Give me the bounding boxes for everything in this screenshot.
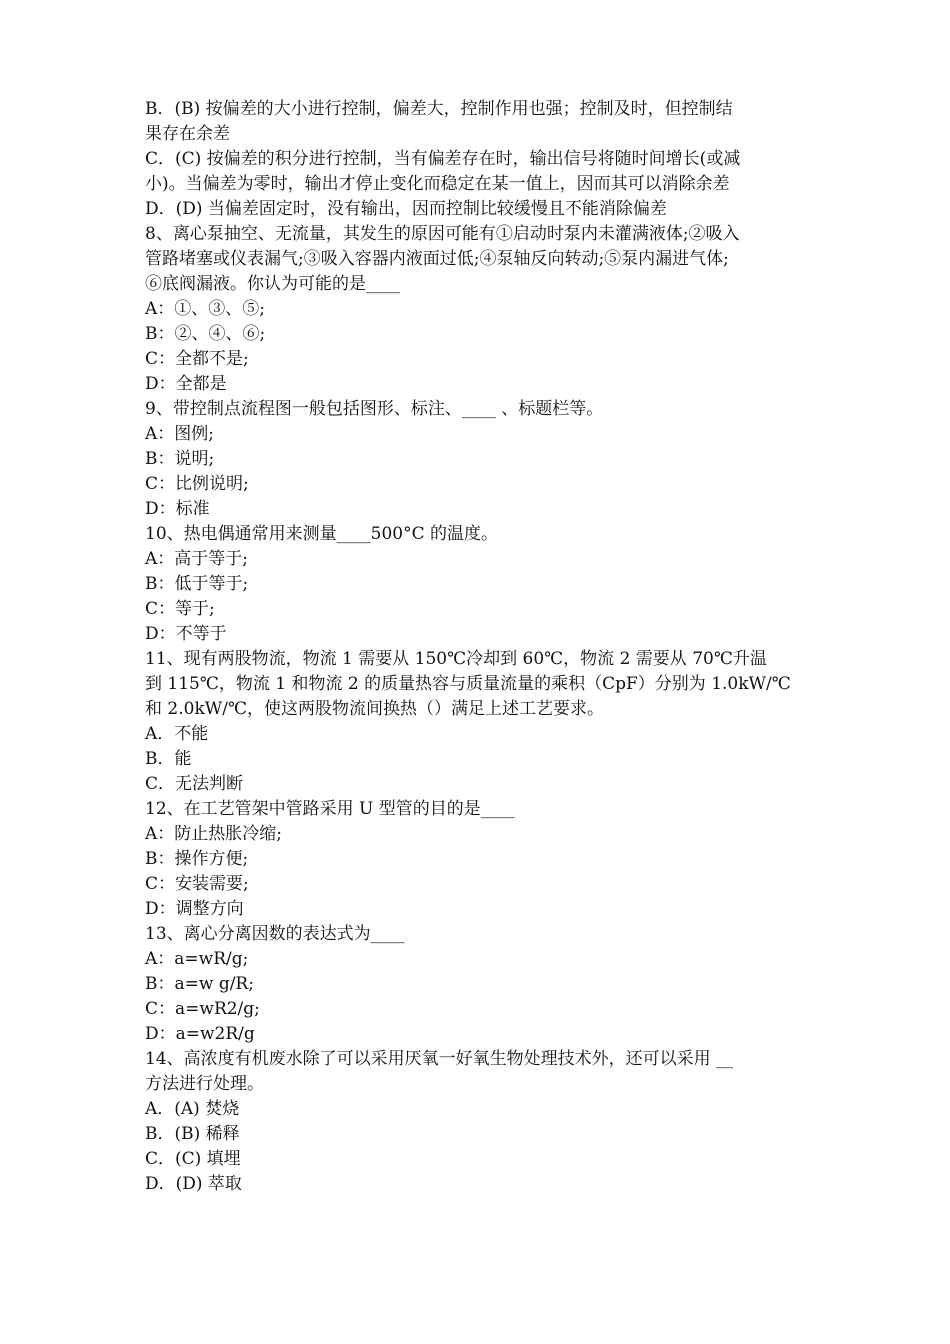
- answer-option: [145, 847, 810, 872]
- text-line: A：a=wR/g;: [145, 949, 249, 969]
- answer-option: [145, 472, 810, 497]
- text-line: C：a=wR2/g;: [145, 999, 260, 1019]
- answer-option: [145, 97, 810, 147]
- answer-option: [145, 497, 810, 522]
- text-line: B：说明;: [145, 449, 215, 469]
- text-line: B：②、④、⑥;: [145, 324, 266, 344]
- answer-option: [145, 297, 810, 322]
- text-line: D：不等于: [145, 624, 227, 644]
- text-line: C．无法判断: [145, 774, 244, 794]
- text-line: 11、现有两股物流，物流 1 需要从 150℃冷却到 60℃，物流 2 需要从 70℃升温: [145, 649, 767, 669]
- text-line: B．(B) 按偏差的大小进行控制，偏差大，控制作用也强；控制及时，但控制结: [145, 99, 733, 119]
- answer-option: [145, 547, 810, 572]
- text-line: A：图例;: [145, 424, 215, 444]
- text-line: C．(C) 按偏差的积分进行控制，当有偏差存在时，输出信号将随时间增长(或减: [145, 149, 741, 169]
- answer-option: [145, 572, 810, 597]
- text-line: C：全都不是;: [145, 349, 249, 369]
- text-line: A：①、③、⑤;: [145, 299, 266, 319]
- text-line: 12、在工艺管架中管路采用 U 型管的目的是____: [145, 799, 515, 819]
- answer-option: [145, 1097, 810, 1122]
- text-line: 和 2.0kW/℃，使这两股物流间换热（）满足上述工艺要求。: [145, 699, 604, 719]
- answer-option: [145, 822, 810, 847]
- answer-option: [145, 947, 810, 972]
- answer-option: [145, 622, 810, 647]
- answer-option: [145, 447, 810, 472]
- text-line: 10、热电偶通常用来测量____500°C 的温度。: [145, 524, 498, 544]
- text-line: D：全都是: [145, 374, 227, 394]
- document-page: [145, 97, 810, 1197]
- answer-option: [145, 1147, 810, 1172]
- text-line: 9、带控制点流程图一般包括图形、标注、____ 、标题栏等。: [145, 399, 604, 419]
- text-line: A：防止热胀冷缩;: [145, 824, 283, 844]
- text-line: B．能: [145, 749, 192, 769]
- answer-option: [145, 1122, 810, 1147]
- answer-option: [145, 772, 810, 797]
- answer-option: [145, 422, 810, 447]
- question-stem: [145, 522, 810, 547]
- answer-option: [145, 1022, 810, 1047]
- text-line: B：操作方便;: [145, 849, 249, 869]
- text-line: C：比例说明;: [145, 474, 249, 494]
- text-line: 14、高浓度有机废水除了可以采用厌氧一好氧生物处理技术外，还可以采用 __: [145, 1049, 734, 1069]
- question-stem: [145, 222, 810, 297]
- question-stem: [145, 647, 810, 722]
- text-line: C：等于;: [145, 599, 215, 619]
- text-line: 管路堵塞或仪表漏气;③吸入容器内液面过低;④泵轴反向转动;⑤泵内漏进气体;: [145, 249, 729, 269]
- question-stem: [145, 922, 810, 947]
- text-line: 方法进行处理。: [145, 1074, 264, 1094]
- question-stem: [145, 797, 810, 822]
- text-line: ⑥底阀漏液。你认为可能的是____: [145, 274, 400, 294]
- answer-option: [145, 147, 810, 197]
- answer-option: [145, 347, 810, 372]
- answer-option: [145, 197, 810, 222]
- text-line: 到 115℃，物流 1 和物流 2 的质量热容与质量流量的乘积（CpF）分别为 1.0kW/℃: [145, 674, 791, 694]
- text-line: 8、离心泵抽空、无流量，其发生的原因可能有①启动时泵内未灌满液体;②吸入: [145, 224, 740, 244]
- text-line: C．(C) 填埋: [145, 1149, 241, 1169]
- answer-option: [145, 372, 810, 397]
- text-line: B：a=w g/R;: [145, 974, 254, 994]
- answer-option: [145, 897, 810, 922]
- text-line: D．(D) 当偏差固定时，没有输出，因而控制比较缓慢且不能消除偏差: [145, 199, 667, 219]
- text-line: B．(B) 稀释: [145, 1124, 240, 1144]
- answer-option: [145, 722, 810, 747]
- text-line: D：a=w2R/g: [145, 1024, 255, 1044]
- text-line: 果存在余差: [145, 124, 230, 144]
- text-line: D：标准: [145, 499, 210, 519]
- text-line: A．不能: [145, 724, 209, 744]
- answer-option: [145, 1172, 810, 1197]
- answer-option: [145, 997, 810, 1022]
- answer-option: [145, 597, 810, 622]
- question-stem: [145, 1047, 810, 1097]
- text-line: D：调整方向: [145, 899, 244, 919]
- text-line: C：安装需要;: [145, 874, 249, 894]
- answer-option: [145, 972, 810, 997]
- answer-option: [145, 872, 810, 897]
- answer-option: [145, 322, 810, 347]
- text-line: A．(A) 焚烧: [145, 1099, 240, 1119]
- text-line: A：高于等于;: [145, 549, 249, 569]
- text-line: D．(D) 萃取: [145, 1174, 242, 1194]
- text-line: B：低于等于;: [145, 574, 249, 594]
- text-line: 小)。当偏差为零时，输出才停止变化而稳定在某一值上，因而其可以消除余差: [145, 174, 730, 194]
- question-stem: [145, 397, 810, 422]
- answer-option: [145, 747, 810, 772]
- text-line: 13、离心分离因数的表达式为____: [145, 924, 405, 944]
